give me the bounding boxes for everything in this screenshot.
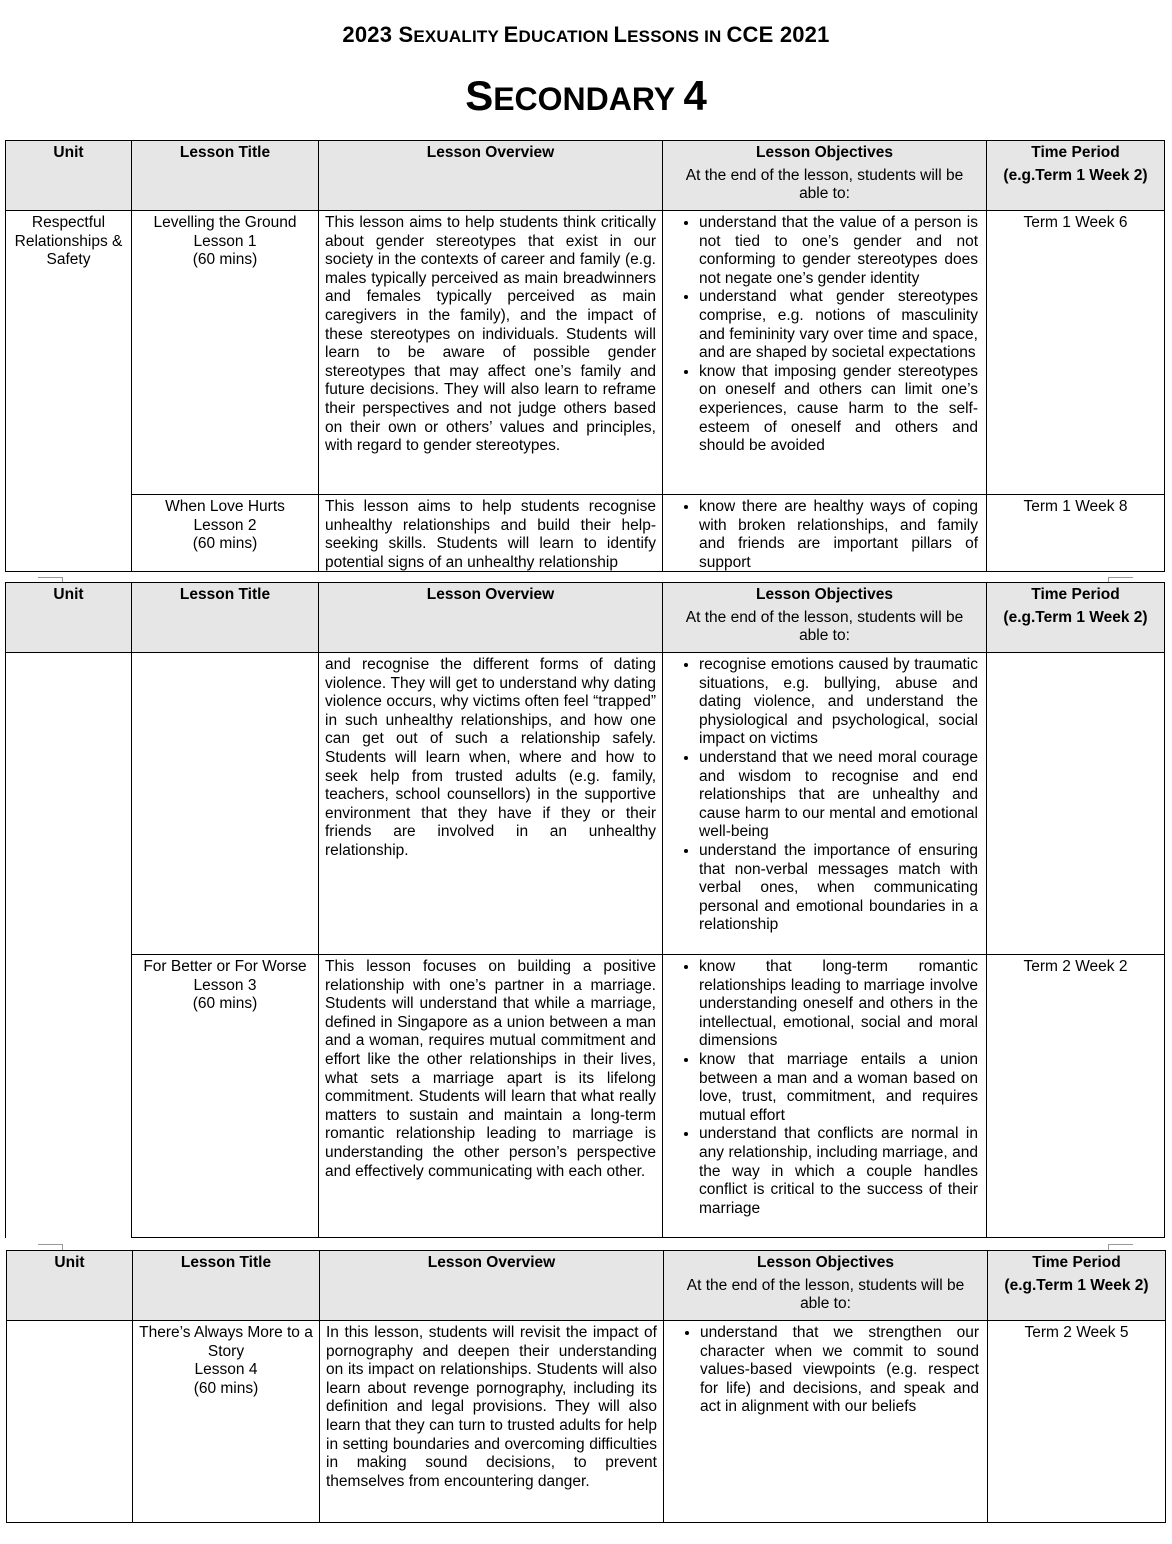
lesson-objectives-cell bbox=[664, 1321, 988, 1523]
objective-item: • recognise emotions caused by traumatic situations, e.g. bullying, abuse and dating violence, and understand the physiological and psychological, social impact on victims bbox=[699, 656, 980, 749]
objective-item: • understand the importance of ensuring that non-verbal messages match with verbal ones, when communicating personal and emotional boundaries in a relationship bbox=[699, 842, 980, 935]
lesson-overview-cell: In this lesson, students will revisit the impact of pornography and deepen their understanding on its impact on relationships. Students will also learn about revenge pornography, including its definition and legal provisions. They will also learn that they can turn to trusted adults for help in setting boundaries and overcoming difficulties in making sound decisions, to prevent themselves from encountering danger. bbox=[320, 1321, 664, 1523]
time-period-cell: Term 2 Week 5 bbox=[988, 1321, 1166, 1523]
lesson-title-cell-continued bbox=[132, 653, 319, 955]
lesson-objectives-cell bbox=[663, 653, 987, 955]
header-lesson-title: Lesson Title bbox=[132, 583, 319, 653]
header-time-period: Time Period (e.g.Term 1 Week 2) bbox=[988, 1251, 1166, 1321]
table-segment-3 bbox=[6, 1250, 1166, 1523]
header-lesson-overview: Lesson Overview bbox=[320, 1251, 664, 1321]
unit-cell: Respectful Relationships & Safety bbox=[6, 211, 132, 573]
header-unit: Unit bbox=[6, 141, 132, 211]
document-title: 2023 SEXUALITY EDUCATION LESSONS IN CCE 2021 bbox=[342, 22, 830, 47]
lesson-title-cell: There’s Always More to a Story Lesson 4 (60 mins) bbox=[133, 1321, 320, 1523]
lesson-title-cell: For Better or For Worse Lesson 3 (60 mins) bbox=[132, 955, 319, 1238]
header-lesson-overview: Lesson Overview bbox=[319, 141, 663, 211]
lesson-overview-cell: and recognise the different forms of dating violence. They will get to understand why dating violence occurs, why victims often feel “trapped” in such unhealthy relationships, and how one can get out of such a relationship safely. Students will learn when, where and how to seek help from trusted adults (e.g. family, teachers, school counsellors) in the supportive environment that they have if they or their friends are involved in an unhealthy relationship. bbox=[319, 653, 663, 955]
objective-item: • understand that we strengthen our character when we commit to sound values-based viewpoints (e.g. respect for life) and decisions, and speak and act in alignment with our beliefs bbox=[700, 1324, 981, 1417]
header-time-period: Time Period (e.g.Term 1 Week 2) bbox=[987, 583, 1165, 653]
objective-item: • know that long-term romantic relationships leading to marriage involve understanding oneself and others in the intellectual, emotional, social and moral dimensions bbox=[699, 958, 980, 1051]
table-segment-2 bbox=[5, 582, 1165, 1238]
lesson-objectives-cell bbox=[663, 211, 987, 495]
lesson-objectives-cell bbox=[663, 495, 987, 573]
lesson-title-cell: When Love Hurts Lesson 2 (60 mins) bbox=[132, 495, 319, 573]
header-time-period: Time Period (e.g.Term 1 Week 2) bbox=[987, 141, 1165, 211]
table-segment-1 bbox=[5, 140, 1165, 572]
objective-item: • understand that the value of a person is not tied to one’s gender and not conforming to gender stereotypes does not negate one’s gender identity bbox=[699, 214, 980, 288]
header-lesson-title: Lesson Title bbox=[133, 1251, 320, 1321]
header-unit: Unit bbox=[6, 583, 132, 653]
unit-cell-continued bbox=[7, 1321, 133, 1523]
header-lesson-objectives: Lesson Objectives At the end of the lesson, students will be able to: bbox=[663, 141, 987, 211]
lesson-objectives-cell bbox=[663, 955, 987, 1238]
time-period-cell-continued bbox=[987, 653, 1165, 955]
header-lesson-objectives: Lesson Objectives At the end of the lesson, students will be able to: bbox=[663, 583, 987, 653]
lesson-overview-cell: This lesson aims to help students think critically about gender stereotypes that exist in our society in the contexts of career and family (e.g. males typically perceived as main breadwinners and females typically perceived as main caregivers in the family), and the impact of these stereotypes on individuals. Students will learn to be aware of possible gender stereotypes that may affect one’s family and future decisions. They will also learn to reframe their perspectives and not judge others based on their own or others’ values and principles, with regard to gender stereotypes. bbox=[319, 211, 663, 495]
lesson-title-cell: Levelling the Ground Lesson 1 (60 mins) bbox=[132, 211, 319, 495]
header-lesson-title: Lesson Title bbox=[132, 141, 319, 211]
objective-item: • understand that conflicts are normal in any relationship, including marriage, and the way in which a couple handles conflict is critical to the success of their marriage bbox=[699, 1125, 980, 1218]
objective-item: • know that marriage entails a union between a man and a woman based on love, trust, commitment, and requires mutual effort bbox=[699, 1051, 980, 1125]
header-lesson-overview: Lesson Overview bbox=[319, 583, 663, 653]
objective-item: • know that imposing gender stereotypes on oneself and others can limit one’s experiences, cause harm to the self-esteem of oneself and others and should be avoided bbox=[699, 363, 980, 456]
header-lesson-objectives: Lesson Objectives At the end of the lesson, students will be able to: bbox=[664, 1251, 988, 1321]
time-period-cell: Term 1 Week 8 bbox=[987, 495, 1165, 573]
header-unit: Unit bbox=[7, 1251, 133, 1321]
objective-item: • know there are healthy ways of coping with broken relationships, and family and friends are important pillars of support bbox=[699, 498, 980, 572]
lesson-overview-cell: This lesson aims to help students recognise unhealthy relationships and build their help-seeking skills. Students will learn to identify potential signs of an unhealthy relationship bbox=[319, 495, 663, 573]
time-period-cell: Term 2 Week 2 bbox=[987, 955, 1165, 1238]
document-subtitle: SECONDARY 4 bbox=[465, 72, 707, 119]
objective-item: • understand what gender stereotypes comprise, e.g. notions of masculinity and femininity vary over time and space, and are shaped by societal expectations bbox=[699, 288, 980, 362]
time-period-cell: Term 1 Week 6 bbox=[987, 211, 1165, 495]
objective-item: • understand that we need moral courage and wisdom to recognise and end relationships that are unhealthy and cause harm to our mental and emotional well-being bbox=[699, 749, 980, 842]
unit-cell-continued bbox=[6, 653, 132, 1238]
lesson-overview-cell: This lesson focuses on building a positive relationship with one’s partner in a marriage. Students will understand that while a marriage, defined in Singapore as a union between a man and a woman, requires mutual commitment and effort like the other relationships in their lives, what sets a marriage apart is its lifelong commitment. Students will learn that what really matters to sustain and maintain a long-term romantic relationship leading to marriage is understanding the other person’s perspective and effectively communicating with each other. bbox=[319, 955, 663, 1238]
